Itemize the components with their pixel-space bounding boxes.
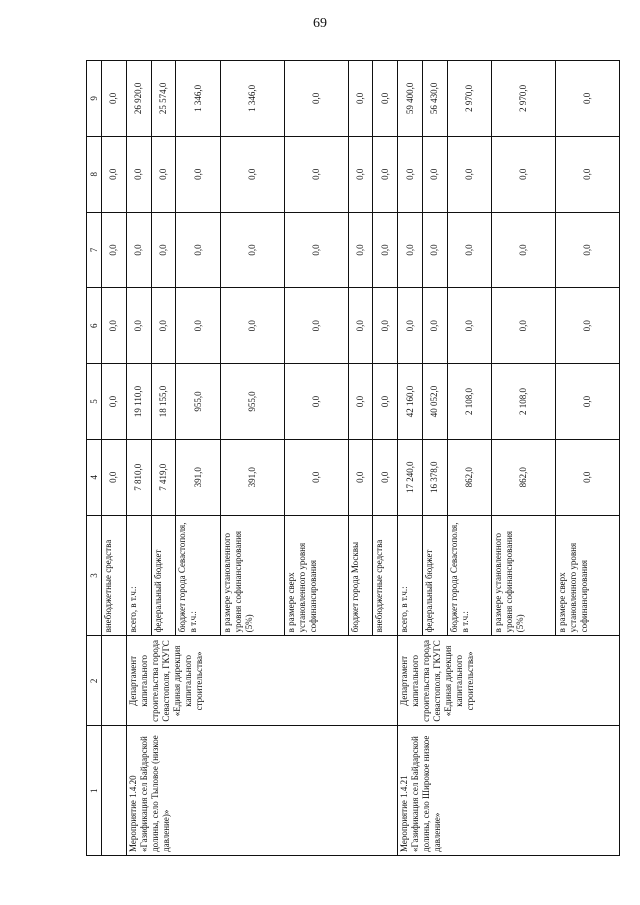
header-cell: 4 <box>87 439 102 515</box>
value-cell: 2 108,0 <box>492 364 556 440</box>
value-cell: 0,0 <box>556 439 620 515</box>
value-cell: 0,0 <box>373 61 398 137</box>
funding-source: федеральный бюджет <box>423 515 448 636</box>
value-cell: 7 419,0 <box>151 439 176 515</box>
value-cell: 0,0 <box>151 136 176 212</box>
funding-source: в размере установленного уровня софинансирования (5%) <box>220 515 284 636</box>
value-cell: 19 110,0 <box>126 364 151 440</box>
value-cell: 862,0 <box>492 439 556 515</box>
value-cell: 0,0 <box>284 61 348 137</box>
value-cell: 2 108,0 <box>447 364 491 440</box>
value-cell: 0,0 <box>556 212 620 288</box>
value-cell: 391,0 <box>176 439 220 515</box>
header-cell: 6 <box>87 288 102 364</box>
header-cell: 5 <box>87 364 102 440</box>
value-cell: 0,0 <box>492 288 556 364</box>
funding-source: в размере сверх установленного уровня софинансирования <box>556 515 620 636</box>
funding-source: в размере сверх установленного уровня софинансирования <box>284 515 348 636</box>
value-cell: 0,0 <box>126 288 151 364</box>
value-cell: 0,0 <box>102 136 127 212</box>
value-cell: 0,0 <box>348 288 373 364</box>
executor: Департамент капитального строительства города Севастополя, ГКУГС «Единая дирекция капитального строительства» <box>126 636 397 726</box>
value-cell: 0,0 <box>102 61 127 137</box>
value-cell: 16 378,0 <box>423 439 448 515</box>
value-cell: 0,0 <box>102 364 127 440</box>
funding-table-rotated <box>86 60 620 856</box>
value-cell: 0,0 <box>348 364 373 440</box>
value-cell: 25 574,0 <box>151 61 176 137</box>
funding-source: бюджет города Севастополя, в т.ч.: <box>447 515 491 636</box>
value-cell: 59 400,0 <box>398 61 423 137</box>
value-cell: 0,0 <box>373 439 398 515</box>
funding-source: всего, в т.ч.: <box>398 515 423 636</box>
value-cell: 18 155,0 <box>151 364 176 440</box>
value-cell: 0,0 <box>398 212 423 288</box>
value-cell: 955,0 <box>176 364 220 440</box>
value-cell: 0,0 <box>284 364 348 440</box>
funding-source: бюджет города Москвы <box>348 515 373 636</box>
table-row <box>126 61 151 856</box>
header-cell: 7 <box>87 212 102 288</box>
value-cell: 0,0 <box>284 212 348 288</box>
funding-source: федеральный бюджет <box>151 515 176 636</box>
value-cell: 0,0 <box>373 288 398 364</box>
value-cell: 0,0 <box>176 212 220 288</box>
measure-name: Мероприятие 1.4.20 «Газификация сел Байдарской долины, село Тыловое (низкое давление)» <box>126 726 397 856</box>
value-cell: 0,0 <box>220 288 284 364</box>
value-cell: 0,0 <box>556 136 620 212</box>
value-cell: 0,0 <box>398 288 423 364</box>
value-cell: 0,0 <box>151 288 176 364</box>
funding-source: в размере установленного уровня софинансирования (5%) <box>492 515 556 636</box>
value-cell: 0,0 <box>423 288 448 364</box>
funding-source: внебюджетные средства <box>373 515 398 636</box>
page-number: 69 <box>313 16 327 31</box>
value-cell: 0,0 <box>102 288 127 364</box>
value-cell: 1 346,0 <box>176 61 220 137</box>
value-cell: 0,0 <box>556 364 620 440</box>
executor: Департамент капитального строительства города Севастополя, ГКУГС «Единая дирекция капитального строительства» <box>398 636 620 726</box>
value-cell: 0,0 <box>556 61 620 137</box>
header-cell: 2 <box>87 636 102 726</box>
value-cell: 40 052,0 <box>423 364 448 440</box>
value-cell: 0,0 <box>447 288 491 364</box>
header-cell: 8 <box>87 136 102 212</box>
value-cell: 2 970,0 <box>492 61 556 137</box>
header-cell: 3 <box>87 515 102 636</box>
funding-source: бюджет города Севастополя, в т.ч.: <box>176 515 220 636</box>
executor <box>102 636 127 726</box>
value-cell: 0,0 <box>151 212 176 288</box>
value-cell: 0,0 <box>492 136 556 212</box>
value-cell: 0,0 <box>373 136 398 212</box>
value-cell: 0,0 <box>176 288 220 364</box>
value-cell: 0,0 <box>348 61 373 137</box>
funding-source: всего, в т.ч.: <box>126 515 151 636</box>
value-cell: 0,0 <box>220 136 284 212</box>
value-cell: 0,0 <box>284 288 348 364</box>
value-cell: 0,0 <box>447 136 491 212</box>
value-cell: 0,0 <box>126 212 151 288</box>
value-cell: 0,0 <box>102 212 127 288</box>
value-cell: 0,0 <box>492 212 556 288</box>
value-cell: 862,0 <box>447 439 491 515</box>
value-cell: 0,0 <box>176 136 220 212</box>
value-cell: 56 430,0 <box>423 61 448 137</box>
value-cell: 0,0 <box>423 136 448 212</box>
value-cell: 391,0 <box>220 439 284 515</box>
value-cell: 0,0 <box>373 364 398 440</box>
header-row <box>87 61 102 856</box>
value-cell: 0,0 <box>348 212 373 288</box>
value-cell: 17 240,0 <box>398 439 423 515</box>
value-cell: 0,0 <box>102 439 127 515</box>
measure-name <box>102 726 127 856</box>
value-cell: 26 920,0 <box>126 61 151 137</box>
value-cell: 0,0 <box>373 212 398 288</box>
value-cell: 0,0 <box>126 136 151 212</box>
value-cell: 2 970,0 <box>447 61 491 137</box>
value-cell: 0,0 <box>284 136 348 212</box>
value-cell: 0,0 <box>284 439 348 515</box>
value-cell: 0,0 <box>348 439 373 515</box>
funding-source: внебюджетные средства <box>102 515 127 636</box>
funding-table <box>86 60 620 856</box>
value-cell: 955,0 <box>220 364 284 440</box>
value-cell: 0,0 <box>220 212 284 288</box>
value-cell: 7 810,0 <box>126 439 151 515</box>
value-cell: 0,0 <box>348 136 373 212</box>
value-cell: 0,0 <box>398 136 423 212</box>
measure-name: Мероприятие 1.4.21 «Газификация сел Байдарской долины, село Широкое низкое давление» <box>398 726 620 856</box>
table-row <box>398 61 423 856</box>
header-cell: 9 <box>87 61 102 137</box>
header-cell: 1 <box>87 726 102 856</box>
value-cell: 1 346,0 <box>220 61 284 137</box>
value-cell: 42 160,0 <box>398 364 423 440</box>
table-row <box>102 61 127 856</box>
value-cell: 0,0 <box>556 288 620 364</box>
value-cell: 0,0 <box>423 212 448 288</box>
value-cell: 0,0 <box>447 212 491 288</box>
